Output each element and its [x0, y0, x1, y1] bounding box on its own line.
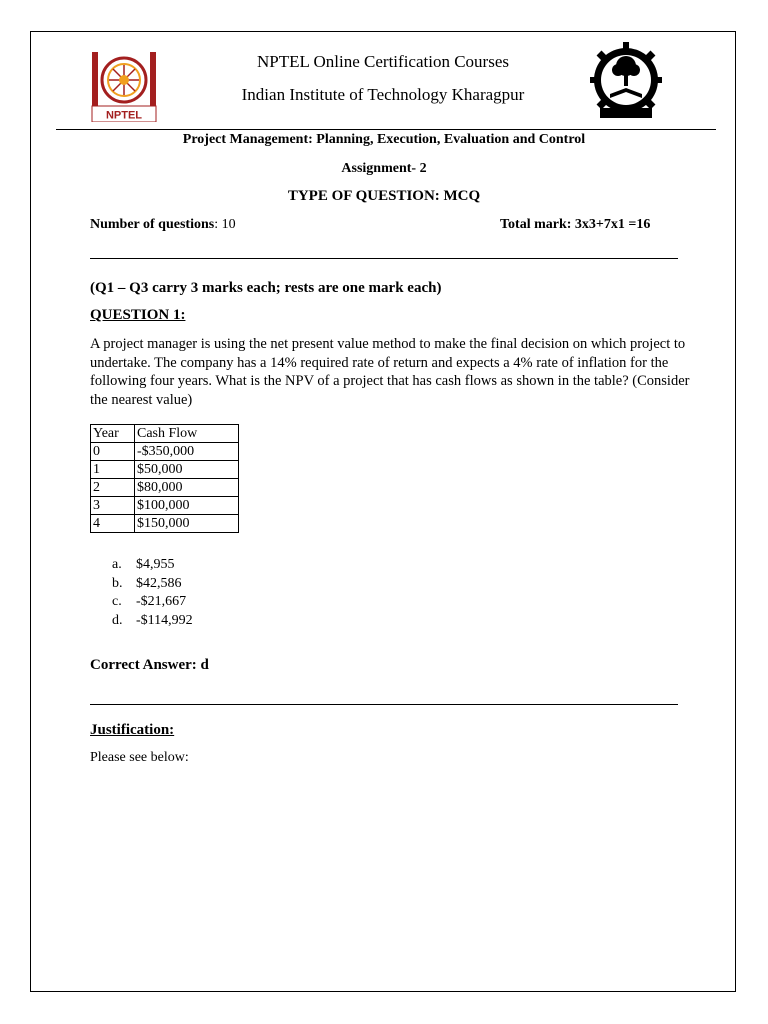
section-divider [90, 258, 678, 259]
table-cell-cash-flow: -$350,000 [135, 443, 239, 461]
nptel-logo-text: NPTEL [105, 109, 143, 122]
answer-divider [90, 704, 678, 705]
table-row [91, 443, 239, 461]
question-1-heading: QUESTION 1: [90, 307, 186, 323]
total-mark: Total mark: 3x3+7x1 =16 [500, 217, 651, 232]
justification-heading: Justification: [90, 722, 175, 738]
question-1-text: A project manager is using the net present value method to make the final decision on which project to undertake. The company has a 14% required rate of return and expects a 4% rate of inflation for the following four years. What is the NPV of a project that has cash flows as shown in the table? (Consider the nearest value) [90, 336, 690, 408]
option-text: -$114,992 [136, 612, 193, 628]
table-cell-cash-flow: $100,000 [135, 497, 239, 515]
table-cell-year: 0 [91, 443, 135, 461]
option-a [112, 556, 193, 575]
table-cell-cash-flow: $50,000 [135, 461, 239, 479]
assignment-label: Assignment- 2 [341, 161, 427, 176]
table-cell-year: 3 [91, 497, 135, 515]
option-label: b. [112, 575, 123, 591]
cash-flow-table [90, 424, 239, 533]
marks-note: (Q1 – Q3 carry 3 marks each; rests are one mark each) [90, 280, 442, 296]
option-label: a. [112, 557, 122, 572]
document-title: Project Management: Planning, Execution, Evaluation and Control [182, 132, 586, 147]
option-text: -$21,667 [136, 594, 187, 609]
option-c [112, 593, 193, 612]
nptel-logo [90, 50, 158, 122]
option-d [112, 612, 193, 631]
table-cell-cash-flow: $150,000 [135, 515, 239, 533]
answer-options [112, 556, 193, 630]
option-text: $42,586 [136, 575, 182, 591]
question-type: TYPE OF QUESTION: MCQ [287, 188, 481, 204]
header-divider [56, 129, 716, 130]
option-label: c. [112, 594, 122, 609]
table-row [91, 461, 239, 479]
option-label: d. [112, 612, 123, 628]
table-cell-year: 2 [91, 479, 135, 497]
num-questions-value: : 10 [214, 217, 236, 232]
number-of-questions [90, 217, 236, 233]
header-line-1: NPTEL Online Certification Courses [257, 52, 509, 71]
table-row [91, 515, 239, 533]
correct-answer: Correct Answer: d [90, 657, 209, 673]
table-header-year: Year [91, 425, 135, 443]
table-header-cash-flow: Cash Flow [135, 425, 239, 443]
table-cell-year: 4 [91, 515, 135, 533]
table-row [91, 479, 239, 497]
table-cell-cash-flow: $80,000 [135, 479, 239, 497]
num-questions-label: Number of questions [90, 217, 215, 232]
option-b [112, 575, 193, 594]
option-text: $4,955 [136, 557, 175, 572]
table-row [91, 497, 239, 515]
table-cell-year: 1 [91, 461, 135, 479]
justification-text: Please see below: [90, 750, 189, 765]
header-line-2: Indian Institute of Technology Kharagpur [241, 85, 525, 104]
table-header-row [91, 425, 239, 443]
iit-kgp-logo [588, 42, 664, 122]
